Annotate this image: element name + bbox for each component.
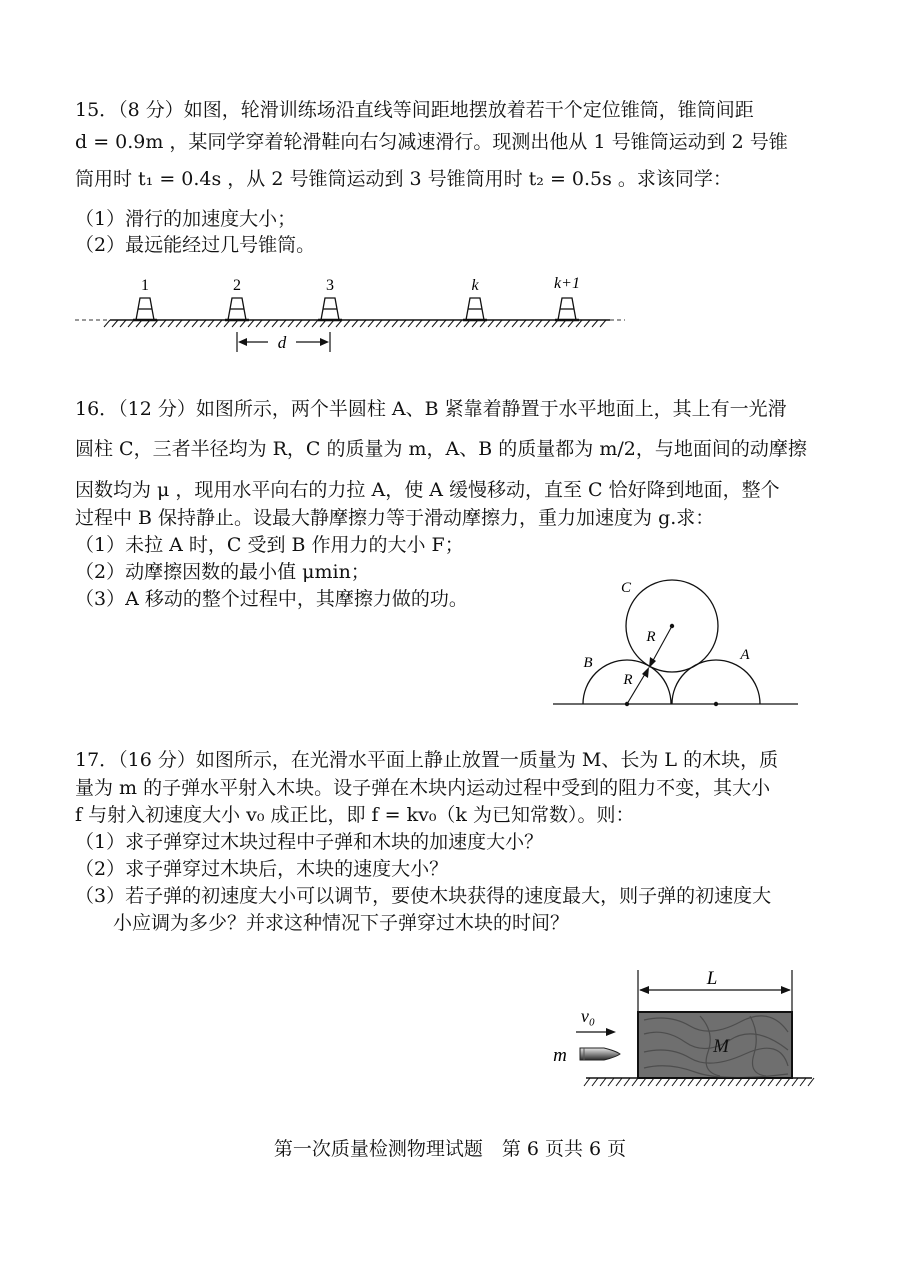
q16-line4: 过程中 B 保持静止。设最大静摩擦力等于滑动摩擦力，重力加速度为 g.求：	[75, 507, 715, 529]
cone-label-2: 2	[233, 277, 241, 294]
q17-line3: f 与射入初速度大小 v₀ 成正比，即 f = kv₀（k 为已知常数）。则：	[75, 804, 635, 826]
cone-label-3: 3	[326, 277, 334, 294]
distance-label: d	[277, 333, 287, 352]
label-m-block: M	[713, 1036, 729, 1057]
q17-bullet-figure	[540, 962, 830, 1101]
q16-part3: （3）A 移动的整个过程中，其摩擦力做的功。	[75, 588, 468, 610]
cone-k	[463, 298, 487, 320]
q16-line3: 因数均为 μ ，现用水平向右的力拉 A，使 A 缓慢移动，直至 C 恰好降到地面，整个	[75, 479, 780, 501]
label-v0: v₀	[580, 1006, 596, 1026]
q17-part2: （2）求子弹穿过木块后，木块的速度大小？	[75, 858, 449, 880]
q15-part2: （2）最远能经过几号锥筒。	[75, 234, 316, 256]
cone-label-k-plus-1: k+1	[554, 275, 580, 292]
arrow-down-icon	[649, 657, 656, 668]
cone-3	[318, 298, 342, 320]
q15-cone-figure	[70, 268, 630, 362]
cylinder-diagram	[548, 572, 808, 717]
q15-part1: （1）滑行的加速度大小；	[75, 208, 297, 230]
q17-part3a: （3）若子弹的初速度大小可以调节，要使木块获得的速度最大，则子弹的初速度大	[75, 885, 772, 907]
q16-cylinder-figure	[548, 572, 808, 721]
cone-label-1: 1	[141, 277, 149, 294]
label-l: L	[706, 968, 718, 989]
q17-part1: （1）求子弹穿过木块过程中子弹和木块的加速度大小？	[75, 831, 544, 853]
bullet-block-diagram	[540, 962, 830, 1097]
label-r-bottom: R	[623, 672, 633, 688]
arrow-left-icon	[639, 986, 649, 994]
label-c: C	[620, 580, 632, 596]
cone-2	[225, 298, 249, 320]
arrow-right-icon	[320, 338, 329, 346]
label-b: B	[583, 655, 593, 671]
q17-part3b: 小应调为多少？并求这种情况下子弹穿过木块的时间？	[113, 912, 570, 934]
cone-label-k: k	[471, 277, 479, 294]
cone-1	[133, 298, 157, 320]
cone-diagram	[70, 268, 630, 358]
arrow-right-icon	[606, 1028, 616, 1036]
q16-part2: （2）动摩擦因数的最小值 μmin；	[75, 561, 370, 583]
label-r-top: R	[646, 629, 656, 645]
q17-line1: 17．（16 分）如图所示，在光滑水平面上静止放置一质量为 M、长为 L 的木块，质	[75, 749, 779, 771]
cone-k-plus-1	[555, 298, 579, 320]
q16-line2: 圆柱 C，三者半径均为 R，C 的质量为 m，A、B 的质量都为 m/2，与地面间的动摩擦	[75, 438, 807, 460]
bullet	[580, 1048, 620, 1060]
label-m-bullet: m	[553, 1045, 567, 1066]
q15-line2: d = 0.9m ，某同学穿着轮滑鞋向右匀减速滑行。现测出他从 1 号锥筒运动到 2 号锥	[75, 131, 788, 153]
q15-line3: 筒用时 t₁ = 0.4s ，从 2 号锥筒运动到 3 号锥筒用时 t₂ = 0.5s 。求该同学：	[75, 168, 732, 190]
q16-line1: 16．（12 分）如图所示，两个半圆柱 A、B 紧靠着静置于水平地面上，其上有一光滑	[75, 398, 787, 420]
page-footer: 第一次质量检测物理试题 第 6 页共 6 页	[273, 1138, 627, 1160]
q16-part1: （1）未拉 A 时，C 受到 B 作用力的大小 F；	[75, 534, 464, 556]
q15-line1: 15．（8 分）如图，轮滑训练场沿直线等间距地摆放着若干个定位锥筒，锥筒间距	[75, 99, 754, 121]
q17-line2: 量为 m 的子弹水平射入木块。设子弹在木块内运动过程中受到的阻力不变，其大小	[75, 777, 771, 799]
label-a: A	[740, 647, 750, 663]
arrow-left-icon	[238, 338, 247, 346]
arrow-right-icon	[781, 986, 791, 994]
half-cylinder-a	[672, 660, 760, 704]
